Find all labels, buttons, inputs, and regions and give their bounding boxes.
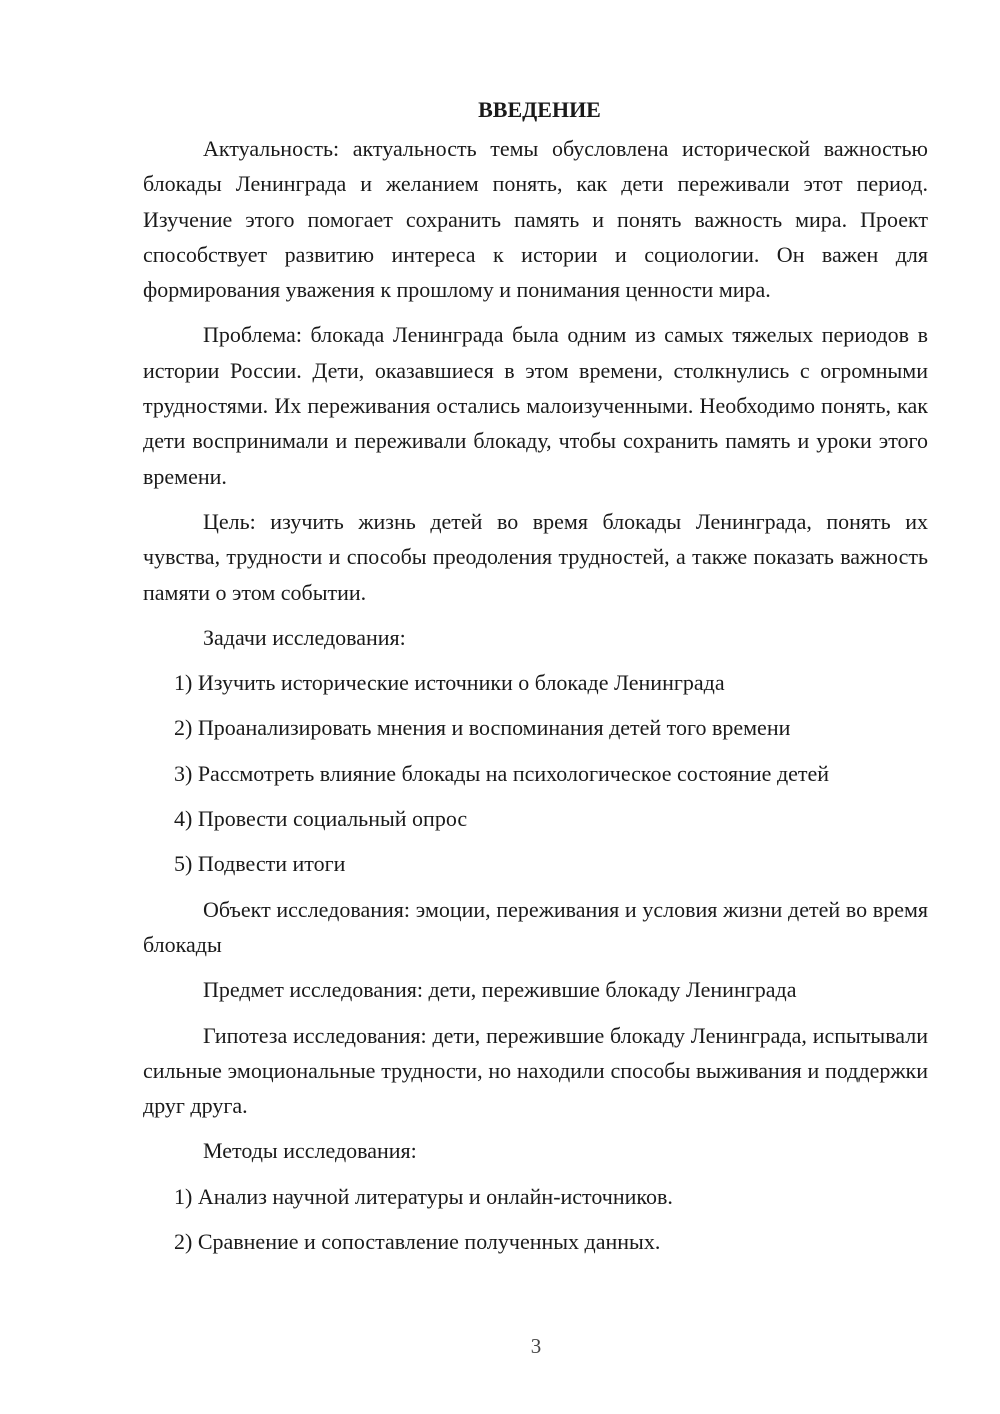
relevance-paragraph: Актуальность: актуальность темы обусловлена исторической важностью блокады Ленинграда и желанием понять, как дети переживали этот период. Изучение этого помогает сохранить память и понять важность мира. Проект способствует развитию интереса к истории и социологии. Он важен для формирования уважения к прошлому и понимания ценности мира. (143, 136, 928, 303)
hypothesis-paragraph: Гипотеза исследования: дети, пережившие блокаду Ленинграда, испытывали сильные эмоциональные трудности, но находили способы выживания и поддержки друг друга. (143, 1022, 928, 1119)
methods-heading: Методы исследования: (203, 1138, 417, 1164)
task-item-4: 4) Провести социальный опрос (174, 806, 468, 832)
goal-paragraph: Цель: изучить жизнь детей во время блокады Ленинграда, понять их чувства, трудности и способы преодоления трудностей, а также показать важность памяти о этом событии. (143, 508, 928, 605)
method-item-2: 2) Сравнение и сопоставление полученных данных. (174, 1229, 661, 1255)
page-number: 3 (530, 1334, 542, 1358)
problem-paragraph: Проблема: блокада Ленинграда была одним из самых тяжелых периодов в истории России. Дети, оказавшиеся в этом времени, столкнулись с огромными трудностями. Их переживания остались малоизученными. Необходимо понять, как дети воспринимали и переживали блокаду, чтобы сохранить память и уроки этого времени. (143, 322, 928, 489)
section-title: ВВЕДЕНИЕ (478, 97, 601, 122)
task-item-1: 1) Изучить исторические источники о блокаде Ленинграда (174, 670, 725, 696)
tasks-heading: Задачи исследования: (203, 624, 406, 650)
object-paragraph: Объект исследования: эмоции, переживания и условия жизни детей во время блокады (143, 896, 928, 957)
task-item-2: 2) Проанализировать мнения и воспоминания детей того времени (174, 715, 791, 741)
method-item-1: 1) Анализ научной литературы и онлайн-источников. (174, 1183, 673, 1209)
subject-paragraph: Предмет исследования: дети, пережившие блокаду Ленинграда (203, 977, 797, 1003)
task-item-5: 5) Подвести итоги (174, 851, 346, 877)
task-item-3: 3) Рассмотреть влияние блокады на психологическое состояние детей (174, 760, 830, 786)
document-page (143, 92, 928, 1269)
